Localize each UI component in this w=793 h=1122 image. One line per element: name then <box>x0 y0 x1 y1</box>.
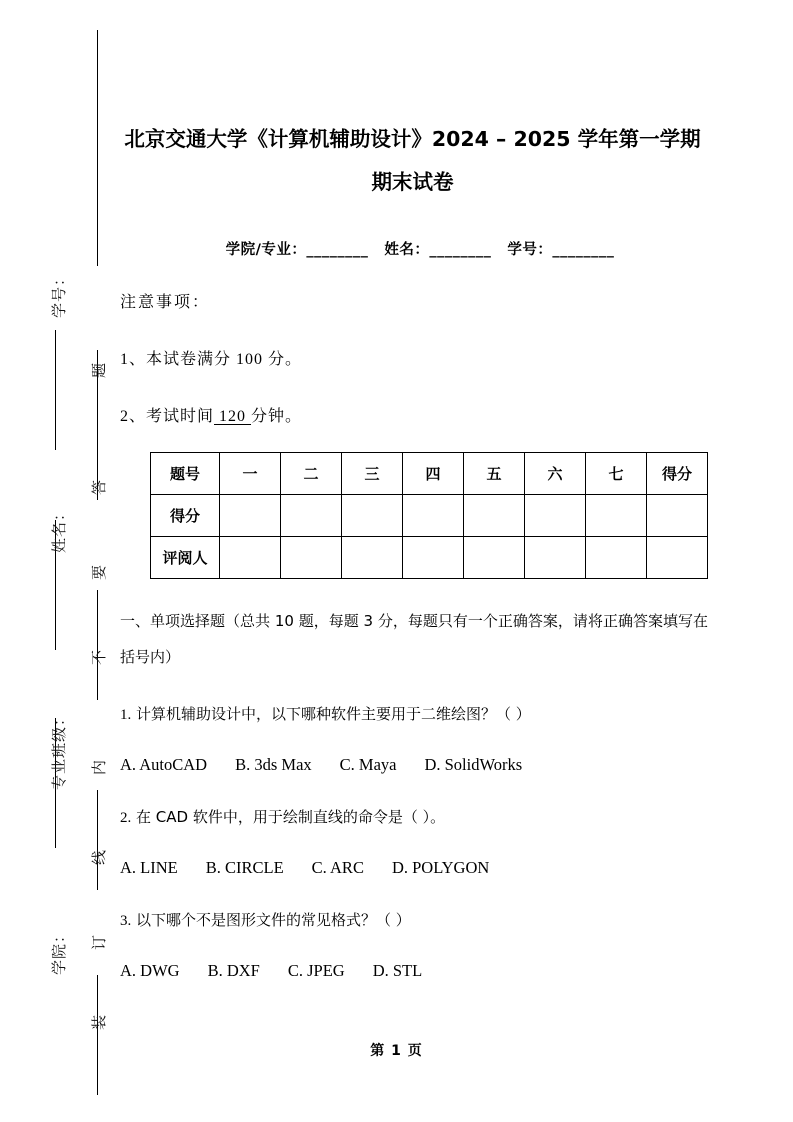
score-cell[interactable] <box>647 495 708 537</box>
binding-rule-inner-1 <box>55 330 56 450</box>
binding-rule-outer-4 <box>97 790 98 890</box>
option-c[interactable]: C. ARC <box>311 858 364 877</box>
score-row-label-1: 评阅人 <box>151 537 220 579</box>
note-1-text: 1、本试卷满分 100 分。 <box>120 351 303 368</box>
score-cell[interactable] <box>464 495 525 537</box>
page-footer: 第 1 页 <box>370 1043 423 1059</box>
binding-char-da: 答 <box>92 478 108 495</box>
score-col-4: 四 <box>403 453 464 495</box>
option-a[interactable]: A. AutoCAD <box>120 755 208 774</box>
grader-cell[interactable] <box>586 537 647 579</box>
score-col-2: 二 <box>281 453 342 495</box>
binding-label-department: 学院： <box>52 926 68 975</box>
exam-content <box>120 0 720 984</box>
score-table-container <box>150 452 720 579</box>
score-col-5: 五 <box>464 453 525 495</box>
binding-label-name: 姓名： <box>52 504 68 553</box>
option-d[interactable]: D. STL <box>372 961 423 980</box>
grader-cell[interactable] <box>525 537 586 579</box>
score-cell[interactable] <box>220 495 281 537</box>
notes-heading: 注意事项： <box>120 294 211 311</box>
score-cell[interactable] <box>342 495 403 537</box>
department-label: 学院/专业： <box>225 242 307 258</box>
grader-cell[interactable] <box>220 537 281 579</box>
binding-char-zhuang: 装 <box>92 1013 108 1030</box>
question-2-stem <box>120 802 720 833</box>
option-b[interactable]: B. 3ds Max <box>235 755 312 774</box>
note-item-2 <box>120 403 720 426</box>
grader-cell[interactable] <box>647 537 708 579</box>
question-1-options <box>120 752 720 778</box>
score-col-0: 题号 <box>151 453 220 495</box>
score-col-6: 六 <box>525 453 586 495</box>
section-heading-1: 一、单项选择题（总共 10 题，每题 3 分，每题只有一个正确答案，请将正确答案填写在括号内） <box>120 612 708 666</box>
binding-rule-outer-5 <box>97 975 98 1095</box>
question-1-number: 1. <box>120 707 132 723</box>
note-2-text-before: 2、考试时间 <box>120 408 215 425</box>
grader-cell[interactable] <box>281 537 342 579</box>
student-info-line <box>120 238 720 259</box>
question-2-text: 在 CAD 软件中，用于绘制直线的命令是（ ）。 <box>136 808 446 826</box>
option-c[interactable]: C. Maya <box>339 755 397 774</box>
score-col-7: 七 <box>586 453 647 495</box>
table-row-grader <box>151 537 708 579</box>
binding-rule-outer-1 <box>97 30 98 266</box>
question-3-stem <box>120 905 720 936</box>
option-a[interactable]: A. LINE <box>120 858 178 877</box>
score-table <box>150 452 708 579</box>
option-d[interactable]: D. POLYGON <box>391 858 490 877</box>
student-id-blank[interactable]: ________ <box>552 242 615 258</box>
binding-label-student-id: 学号： <box>52 269 68 318</box>
grader-cell[interactable] <box>464 537 525 579</box>
score-row-label-0: 得分 <box>151 495 220 537</box>
question-3-options <box>120 958 720 984</box>
table-row-header <box>151 453 708 495</box>
page-title: 北京交通大学《计算机辅助设计》2024 – 2025 学年第一学期期末试卷 <box>124 127 701 194</box>
note-2-text-after: 分钟。 <box>251 408 303 425</box>
question-3-text: 以下哪个不是图形文件的常见格式？（ ） <box>136 911 411 929</box>
grader-cell[interactable] <box>403 537 464 579</box>
score-cell[interactable] <box>586 495 647 537</box>
question-3-number: 3. <box>120 913 132 929</box>
note-item-1 <box>120 346 720 369</box>
binding-char-ti: 题 <box>92 361 108 378</box>
score-col-1: 一 <box>220 453 281 495</box>
department-blank[interactable]: ________ <box>306 242 369 258</box>
option-d[interactable]: D. SolidWorks <box>424 755 523 774</box>
binding-char-ding: 订 <box>92 933 108 950</box>
option-b[interactable]: B. CIRCLE <box>205 858 284 877</box>
table-row-score <box>151 495 708 537</box>
binding-char-nei: 内 <box>92 758 108 775</box>
score-col-8: 得分 <box>647 453 708 495</box>
option-b[interactable]: B. DXF <box>207 961 260 980</box>
question-2-number: 2. <box>120 810 132 826</box>
binding-label-class: 专业班级： <box>52 709 68 790</box>
binding-char-yao: 要 <box>92 563 108 580</box>
score-cell[interactable] <box>281 495 342 537</box>
option-a[interactable]: A. DWG <box>120 961 180 980</box>
option-c[interactable]: C. JPEG <box>287 961 345 980</box>
student-id-label: 学号： <box>507 242 553 258</box>
score-col-3: 三 <box>342 453 403 495</box>
grader-cell[interactable] <box>342 537 403 579</box>
binding-char-xian: 线 <box>92 848 108 865</box>
score-cell[interactable] <box>525 495 586 537</box>
question-2-options <box>120 855 720 881</box>
binding-char-bu: 不 <box>92 648 108 665</box>
name-blank[interactable]: ________ <box>429 242 492 258</box>
name-label: 姓名： <box>384 242 430 258</box>
score-cell[interactable] <box>403 495 464 537</box>
binding-rule-outer-3 <box>97 590 98 700</box>
exam-duration-value: 120 <box>214 408 252 425</box>
question-1-stem <box>120 699 720 730</box>
question-1-text: 计算机辅助设计中，以下哪种软件主要用于二维绘图？（ ） <box>136 705 531 723</box>
